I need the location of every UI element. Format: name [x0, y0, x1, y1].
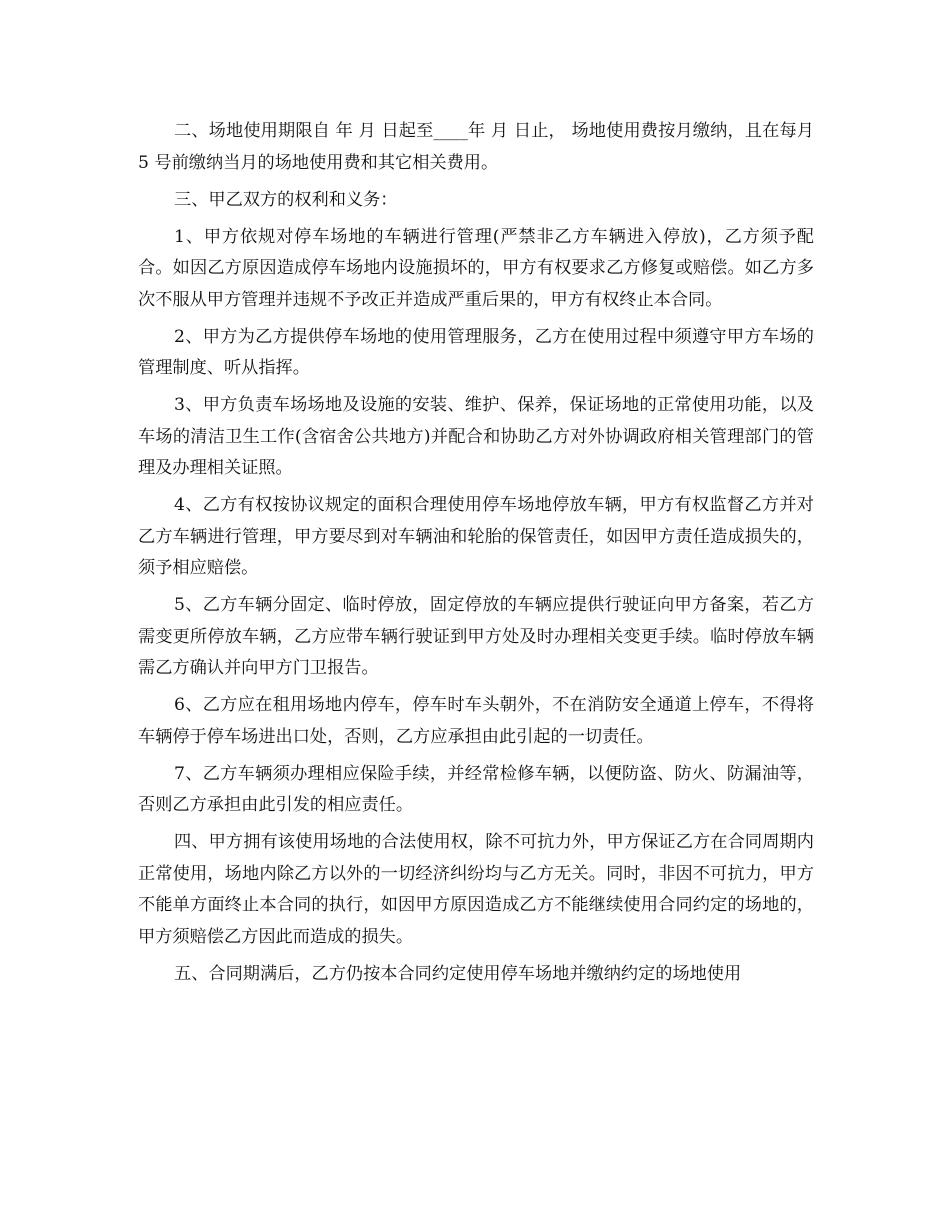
- paragraph-section-5: 五、合同期满后，乙方仍按本合同约定使用停车场地并缴纳约定的场地使用: [174, 963, 742, 984]
- paragraph-section-4: 四、甲方拥有该使用场地的合法使用权，除不可抗力外，甲方保证乙方在合同周期内正常使用，场地内除乙方以外的一切经济纠纷均与乙方无关。同时，非因不可抗力，甲方不能单方面终止本合同的执行，如因甲方原因造成乙方不能继续使用合同约定的场地的，甲方须赔偿乙方因此而造成的损失。: [138, 832, 814, 947]
- paragraph-clause-4: 4、乙方有权按协议规定的面积合理使用停车场地停放车辆，甲方有权监督乙方并对乙方车辆进行管理，甲方要尽到对车辆油和轮胎的保管责任，如因甲方责任造成损失的，须予相应赔偿。: [138, 495, 814, 578]
- paragraph-rights-heading: 三、甲乙双方的权利和义务：: [174, 189, 398, 210]
- paragraph-clause-1: 1、甲方依规对停车场地的车辆进行管理(严禁非乙方车辆进入停放)，乙方须予配合。如因乙方原因造成停车场地内设施损坏的，甲方有权要求乙方修复或赔偿。如乙方多次不服从甲方管理并违规不予改正并造成严重后果的，甲方有权终止本合同。: [138, 226, 814, 310]
- document-body: [138, 116, 814, 996]
- paragraph-clause-3: 3、甲方负责车场场地及设施的安装、维护、保养，保证场地的正常使用功能，以及车场的清洁卫生工作(含宿舍公共地方)并配合和协助乙方对外协调政府相关管理部门的管理及办理相关证照。: [138, 395, 814, 478]
- paragraph-term: 二、场地使用期限自 年 月 日起至____年 月 日止， 场地使用费按月缴纳，且在每月 5 号前缴纳当月的场地使用费和其它相关费用。: [138, 121, 814, 173]
- paragraph-clause-2: 2、甲方为乙方提供停车场地的使用管理服务，乙方在使用过程中须遵守甲方车场的管理制度、听从指挥。: [138, 326, 814, 378]
- paragraph-clause-6: 6、乙方应在租用场地内停车，停车时车头朝外，不在消防安全通道上停车，不得将车辆停于停车场进出口处，否则，乙方应承担由此引起的一切责任。: [138, 695, 814, 747]
- paragraph-clause-5: 5、乙方车辆分固定、临时停放，固定停放的车辆应提供行驶证向甲方备案，若乙方需变更所停放车辆，乙方应带车辆行驶证到甲方处及时办理相关变更手续。临时停放车辆需乙方确认并向甲方门卫报告。: [138, 595, 814, 678]
- paragraph-clause-7: 7、乙方车辆须办理相应保险手续，并经常检修车辆，以便防盗、防火、防漏油等，否则乙方承担由此引发的相应责任。: [138, 763, 814, 815]
